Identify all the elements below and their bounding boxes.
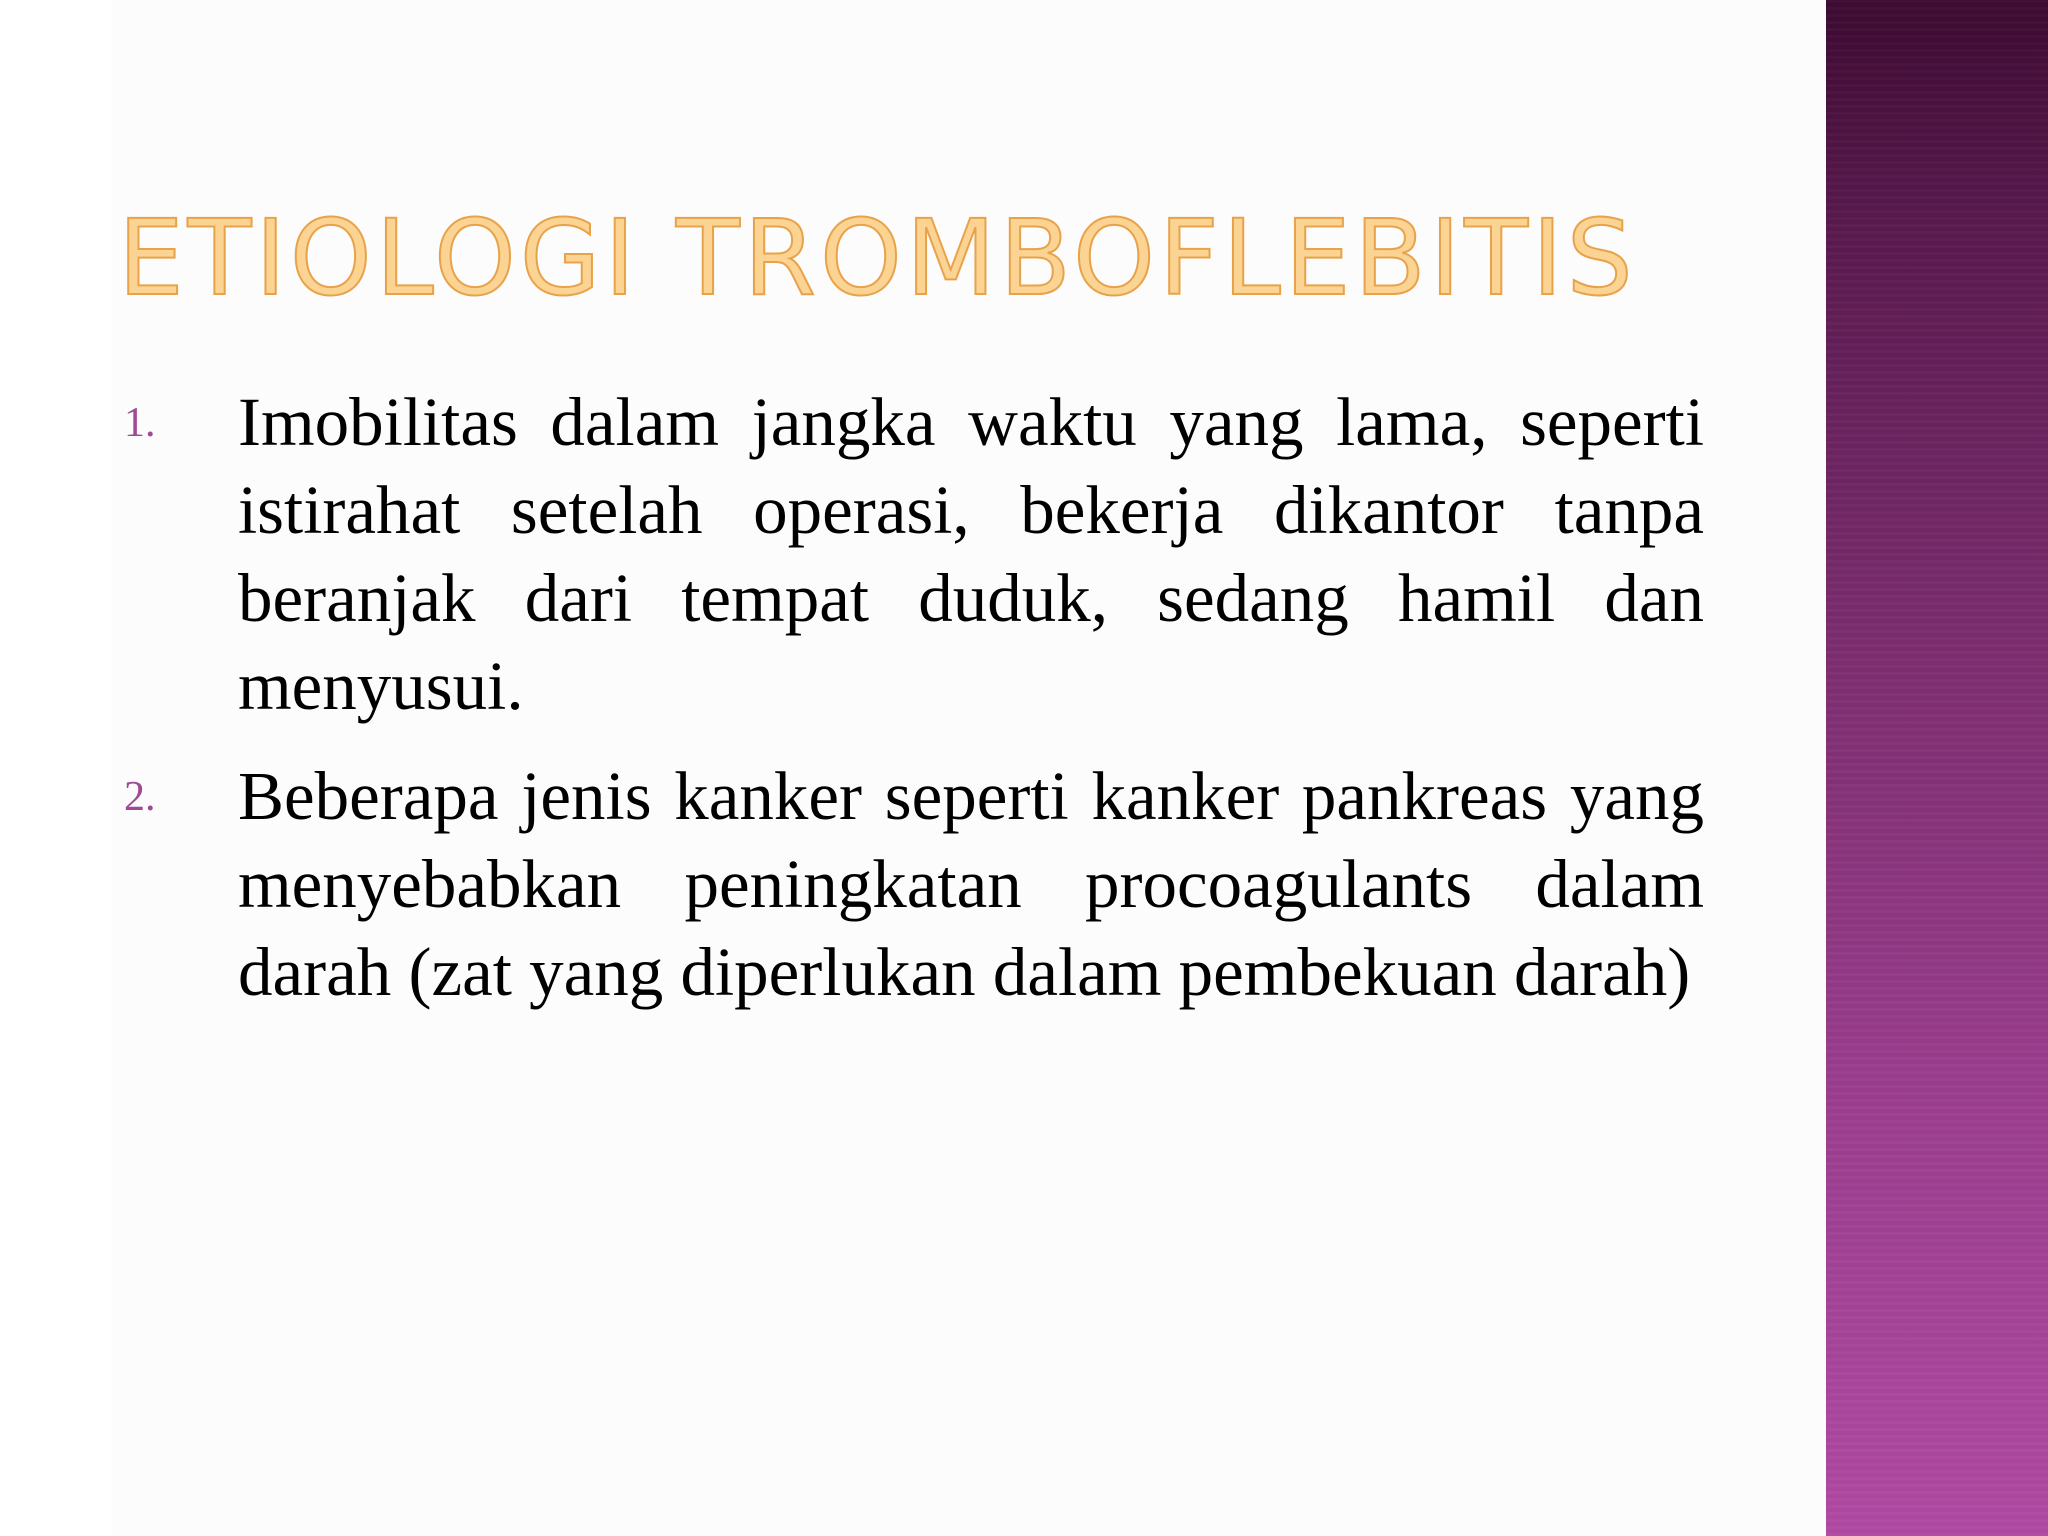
list-item: [120, 752, 1704, 1016]
slide-title: ETIOLOGI TROMBOFLEBITIS: [118, 197, 1637, 319]
list-item-text: Imobilitas dalam jangka waktu yang lama, seperti istirahat setelah operasi, bekerja dikantor tanpa beranjak dari tempat duduk, sedang hamil dan menyusui.: [238, 384, 1704, 724]
numbered-list: [120, 378, 1704, 1038]
list-item-number: 2.: [124, 774, 156, 820]
list-item-text: Beberapa jenis kanker seperti kanker pankreas yang menyebabkan peningkatan procoagulants dalam darah (zat yang diperlukan dalam pembekuan darah): [238, 758, 1704, 1010]
list-item-number: 1.: [124, 400, 156, 446]
list-item: [120, 378, 1704, 730]
decorative-side-band: [1826, 0, 2048, 1536]
